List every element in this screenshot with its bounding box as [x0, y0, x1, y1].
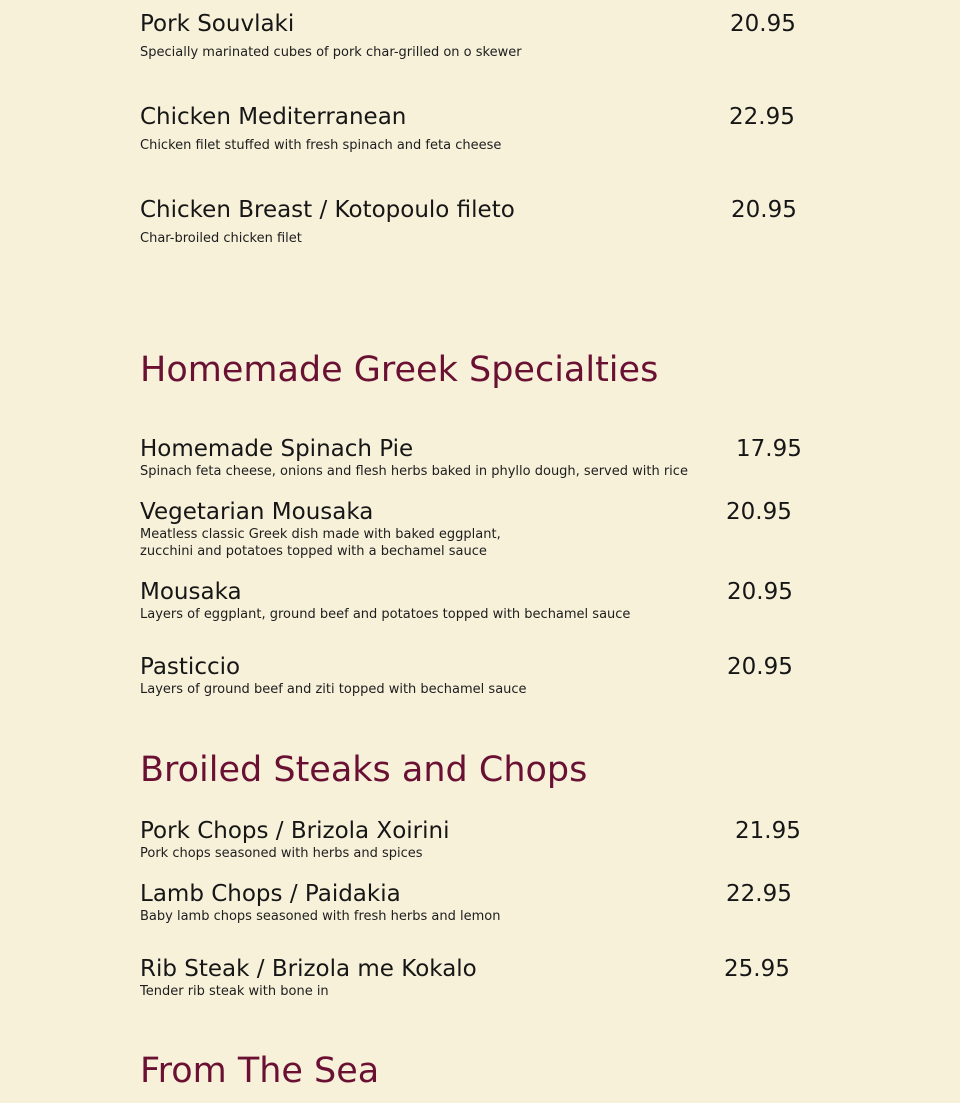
menu-item-price: 22.95	[729, 104, 795, 130]
menu-item-name: Homemade Spinach Pie	[140, 436, 414, 462]
menu-item-description: Pork chops seasoned with herbs and spices	[140, 846, 423, 861]
menu-item-description: zucchini and potatoes topped with a bechamel sauce	[140, 544, 487, 559]
menu-item-description: Spinach feta cheese, onions and flesh herbs baked in phyllo dough, served with rice	[140, 464, 688, 479]
menu-item-name: Pork Souvlaki	[140, 11, 295, 37]
menu-item-price: 21.95	[735, 818, 801, 844]
menu-item-price: 17.95	[736, 436, 802, 462]
menu-item-price: 22.95	[726, 881, 792, 907]
section-heading-specialties: Homemade Greek Specialties	[140, 350, 659, 390]
menu-item-price: 25.95	[724, 956, 790, 982]
menu-item-description: Meatless classic Greek dish made with baked eggplant,	[140, 527, 501, 542]
menu-item-price: 20.95	[727, 654, 793, 680]
menu-item-description: Chicken filet stuffed with fresh spinach and feta cheese	[140, 138, 502, 153]
menu-item-price: 20.95	[731, 197, 797, 223]
menu-item-name: Pasticcio	[140, 654, 241, 680]
menu-item-description: Tender rib steak with bone in	[140, 984, 329, 999]
menu-item-description: Layers of ground beef and ziti topped with bechamel sauce	[140, 682, 527, 697]
menu-item-name: Lamb Chops / Paidakia	[140, 881, 401, 907]
menu-item-description: Layers of eggplant, ground beef and potatoes topped with bechamel sauce	[140, 607, 631, 622]
menu-item-name: Chicken Breast / Kotopoulo fileto	[140, 197, 515, 223]
menu-item-name: Pork Chops / Brizola Xoirini	[140, 818, 450, 844]
menu-item-name: Chicken Mediterranean	[140, 104, 407, 130]
menu-item-name: Rib Steak / Brizola me Kokalo	[140, 956, 477, 982]
menu-item-description: Char-broiled chicken filet	[140, 231, 302, 246]
menu-item-name: Vegetarian Mousaka	[140, 499, 374, 525]
menu-item-description: Baby lamb chops seasoned with fresh herbs and lemon	[140, 909, 501, 924]
section-heading-steaks: Broiled Steaks and Chops	[140, 750, 588, 790]
menu-item-price: 20.95	[730, 11, 796, 37]
section-heading-sea: From The Sea	[140, 1051, 380, 1091]
menu-item-description: Specially marinated cubes of pork char-grilled on o skewer	[140, 45, 522, 60]
menu-item-price: 20.95	[727, 579, 793, 605]
menu-item-price: 20.95	[726, 499, 792, 525]
menu-item-name: Mousaka	[140, 579, 242, 605]
